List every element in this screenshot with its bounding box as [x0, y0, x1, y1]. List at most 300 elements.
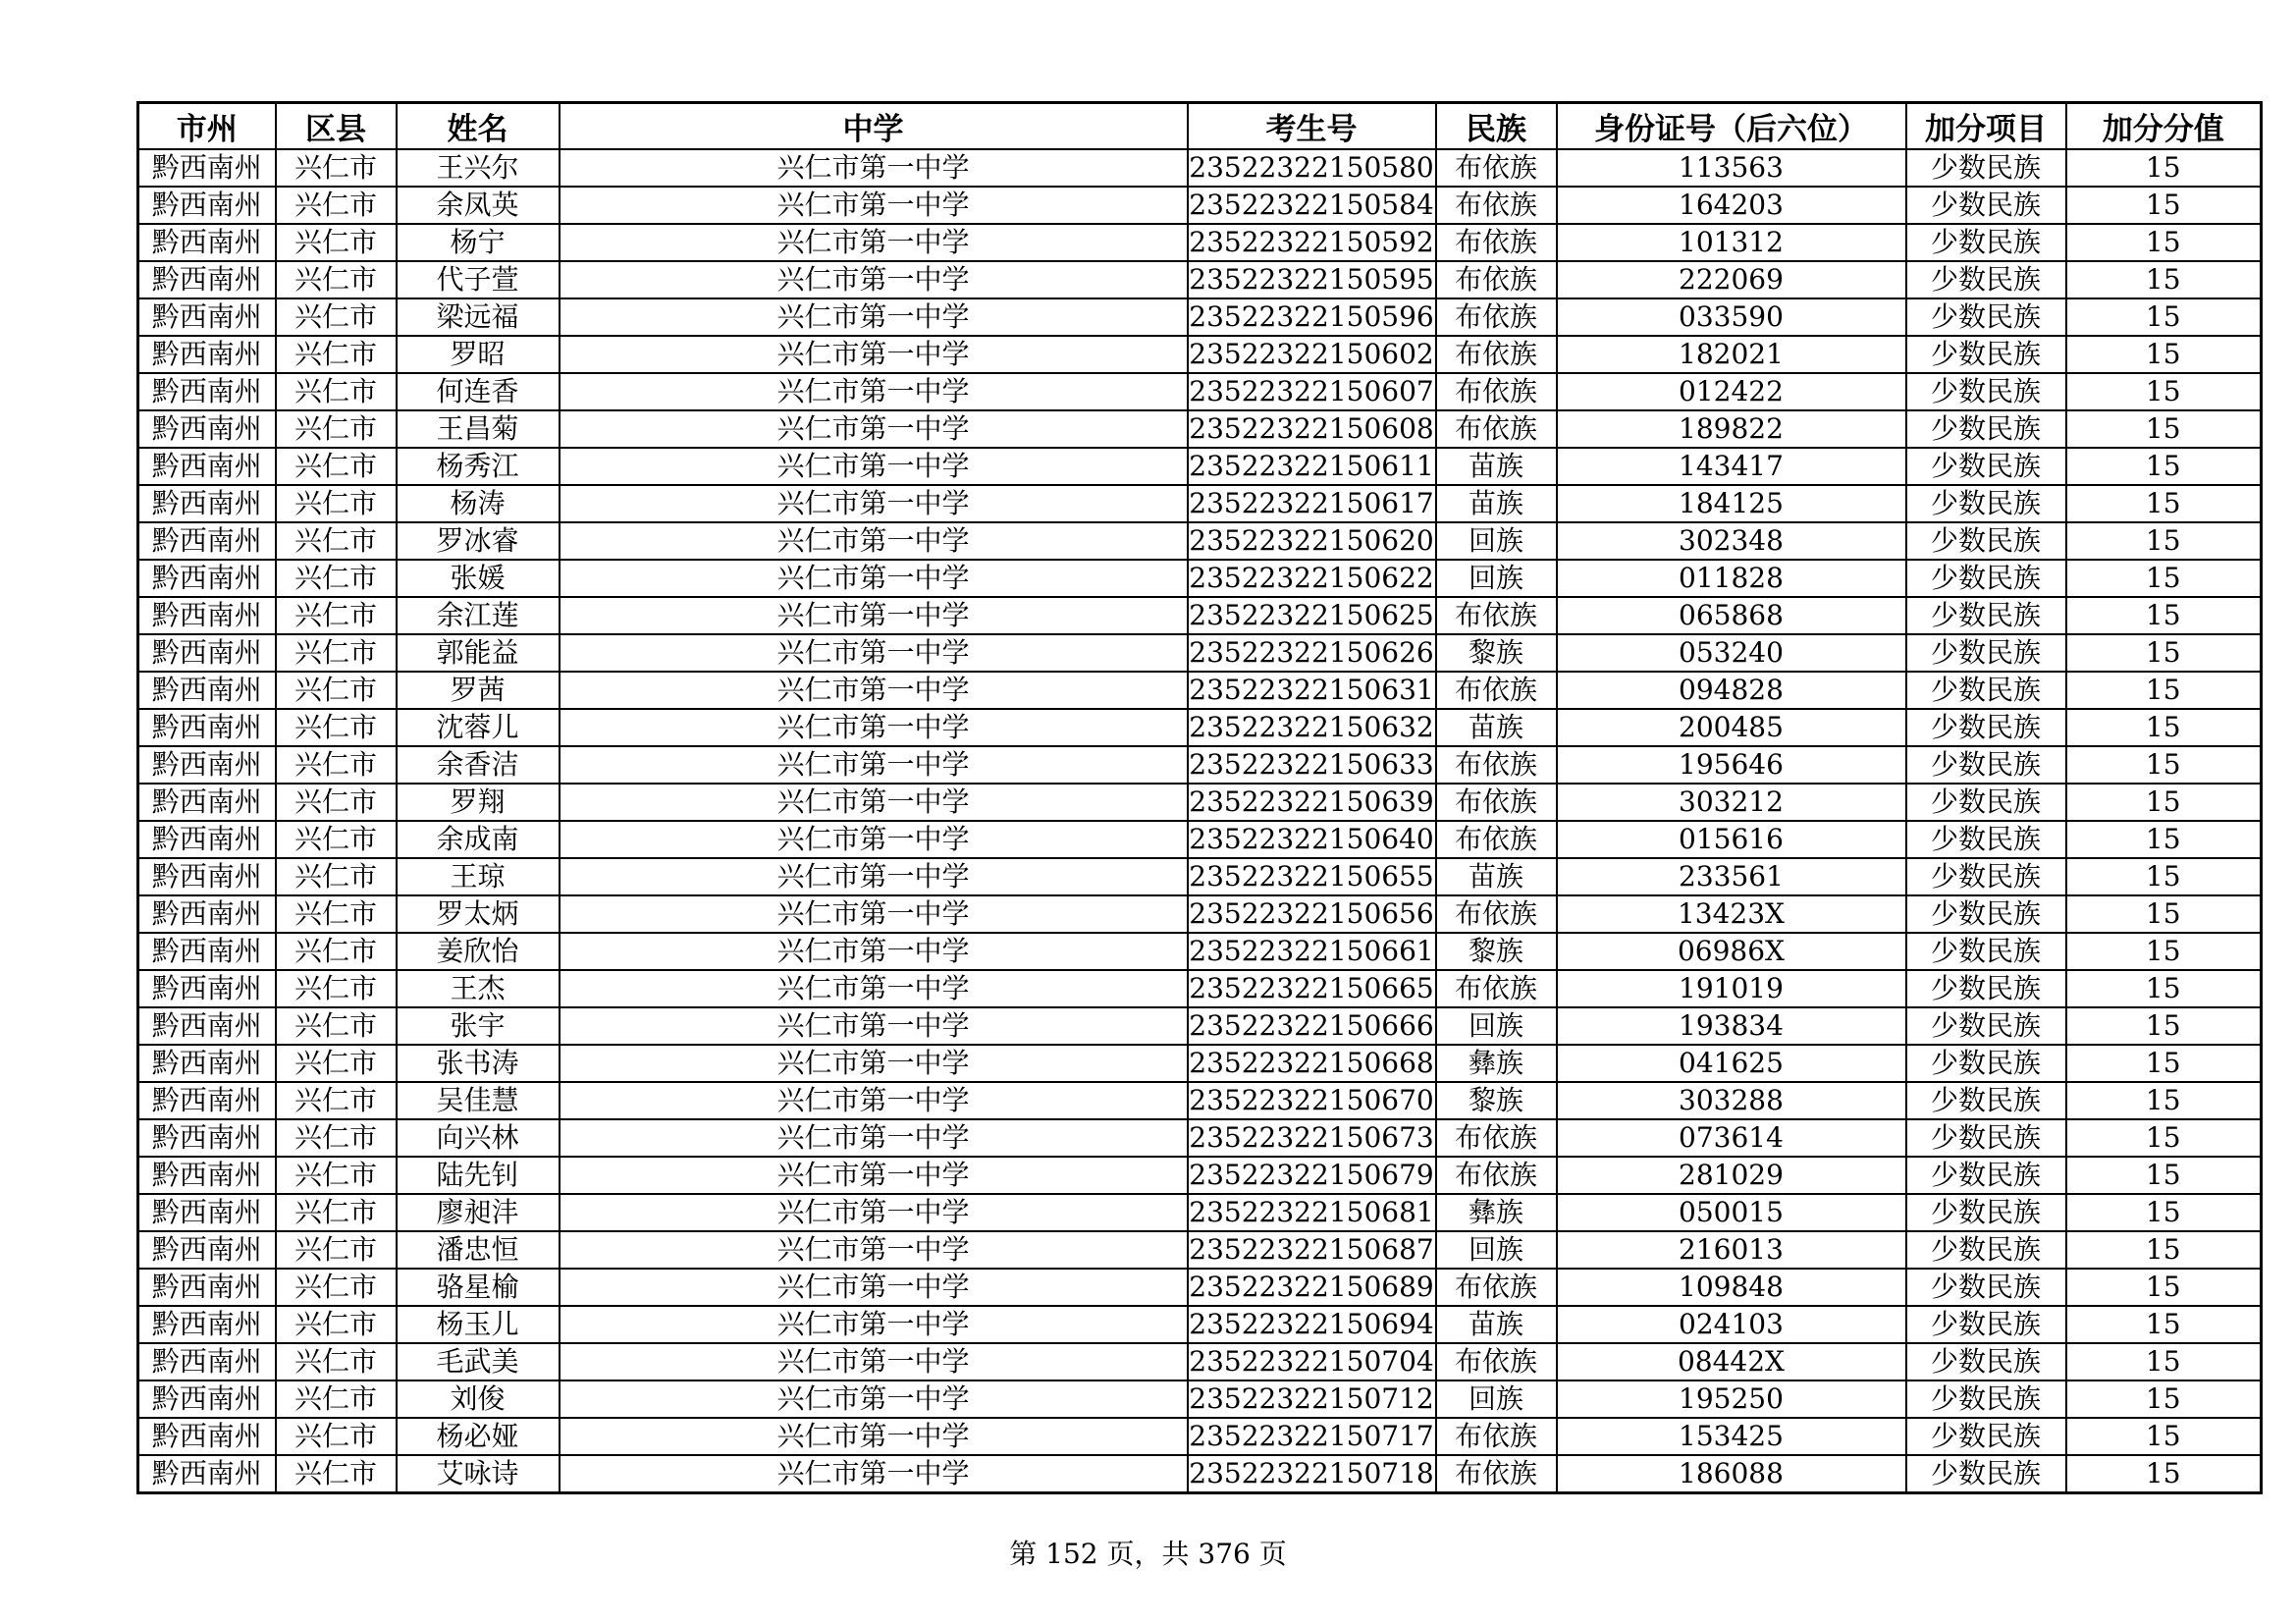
cell-county: 兴仁市 — [276, 821, 397, 858]
cell-bonus-value: 15 — [2066, 1418, 2262, 1455]
cell-county: 兴仁市 — [276, 261, 397, 298]
cell-ethnicity: 回族 — [1436, 1231, 1557, 1269]
cell-id-last-six: 13423X — [1557, 895, 1906, 933]
cell-bonus-item: 少数民族 — [1906, 597, 2066, 634]
table-row — [138, 1119, 2262, 1157]
cell-id-last-six: 195646 — [1557, 746, 1906, 784]
cell-bonus-value: 15 — [2066, 672, 2262, 709]
cell-exam-number: 23522322150673 — [1188, 1119, 1436, 1157]
cell-ethnicity: 布依族 — [1436, 298, 1557, 336]
table-row — [138, 1418, 2262, 1455]
cell-id-last-six: 303212 — [1557, 784, 1906, 821]
cell-school: 兴仁市第一中学 — [560, 1343, 1188, 1380]
cell-ethnicity: 苗族 — [1436, 858, 1557, 895]
cell-bonus-value: 15 — [2066, 1045, 2262, 1082]
cell-id-last-six: 302348 — [1557, 522, 1906, 560]
cell-city: 黔西南州 — [138, 1194, 276, 1231]
cell-name: 余成南 — [397, 821, 560, 858]
cell-ethnicity: 布依族 — [1436, 1119, 1557, 1157]
cell-bonus-item: 少数民族 — [1906, 1231, 2066, 1269]
cell-bonus-item: 少数民族 — [1906, 858, 2066, 895]
table-row — [138, 410, 2262, 448]
cell-exam-number: 23522322150625 — [1188, 597, 1436, 634]
header-bonus-value: 加分分值 — [2066, 103, 2262, 150]
cell-id-last-six: 191019 — [1557, 970, 1906, 1007]
table-row — [138, 1306, 2262, 1343]
cell-id-last-six: 012422 — [1557, 373, 1906, 410]
cell-id-last-six: 033590 — [1557, 298, 1906, 336]
cell-school: 兴仁市第一中学 — [560, 1119, 1188, 1157]
cell-name: 王琼 — [397, 858, 560, 895]
cell-bonus-value: 15 — [2066, 970, 2262, 1007]
cell-bonus-item: 少数民族 — [1906, 1119, 2066, 1157]
cell-ethnicity: 回族 — [1436, 1007, 1557, 1045]
cell-id-last-six: 164203 — [1557, 187, 1906, 224]
cell-bonus-value: 15 — [2066, 597, 2262, 634]
cell-city: 黔西南州 — [138, 1306, 276, 1343]
cell-bonus-value: 15 — [2066, 224, 2262, 261]
cell-county: 兴仁市 — [276, 485, 397, 522]
cell-county: 兴仁市 — [276, 634, 397, 672]
cell-ethnicity: 回族 — [1436, 1380, 1557, 1418]
cell-school: 兴仁市第一中学 — [560, 261, 1188, 298]
cell-exam-number: 23522322150622 — [1188, 560, 1436, 597]
cell-ethnicity: 布依族 — [1436, 821, 1557, 858]
cell-ethnicity: 彝族 — [1436, 1045, 1557, 1082]
table-row — [138, 224, 2262, 261]
table-row — [138, 336, 2262, 373]
cell-exam-number: 23522322150718 — [1188, 1455, 1436, 1493]
cell-school: 兴仁市第一中学 — [560, 1007, 1188, 1045]
cell-exam-number: 23522322150620 — [1188, 522, 1436, 560]
cell-city: 黔西南州 — [138, 672, 276, 709]
cell-city: 黔西南州 — [138, 1045, 276, 1082]
cell-exam-number: 23522322150681 — [1188, 1194, 1436, 1231]
cell-bonus-value: 15 — [2066, 1306, 2262, 1343]
cell-county: 兴仁市 — [276, 709, 397, 746]
cell-county: 兴仁市 — [276, 560, 397, 597]
cell-exam-number: 23522322150666 — [1188, 1007, 1436, 1045]
cell-bonus-value: 15 — [2066, 1157, 2262, 1194]
cell-school: 兴仁市第一中学 — [560, 522, 1188, 560]
cell-bonus-value: 15 — [2066, 784, 2262, 821]
cell-bonus-value: 15 — [2066, 1269, 2262, 1306]
table-row — [138, 1157, 2262, 1194]
cell-bonus-item: 少数民族 — [1906, 448, 2066, 485]
cell-school: 兴仁市第一中学 — [560, 1418, 1188, 1455]
cell-county: 兴仁市 — [276, 1380, 397, 1418]
cell-school: 兴仁市第一中学 — [560, 1194, 1188, 1231]
cell-exam-number: 23522322150687 — [1188, 1231, 1436, 1269]
cell-id-last-six: 094828 — [1557, 672, 1906, 709]
cell-city: 黔西南州 — [138, 149, 276, 187]
cell-bonus-item: 少数民族 — [1906, 522, 2066, 560]
cell-name: 杨涛 — [397, 485, 560, 522]
cell-ethnicity: 布依族 — [1436, 784, 1557, 821]
cell-city: 黔西南州 — [138, 1082, 276, 1119]
cell-county: 兴仁市 — [276, 970, 397, 1007]
cell-city: 黔西南州 — [138, 970, 276, 1007]
cell-city: 黔西南州 — [138, 1269, 276, 1306]
cell-school: 兴仁市第一中学 — [560, 1157, 1188, 1194]
cell-county: 兴仁市 — [276, 1455, 397, 1493]
cell-exam-number: 23522322150607 — [1188, 373, 1436, 410]
cell-exam-number: 23522322150592 — [1188, 224, 1436, 261]
table-row — [138, 858, 2262, 895]
cell-county: 兴仁市 — [276, 448, 397, 485]
cell-id-last-six: 015616 — [1557, 821, 1906, 858]
cell-bonus-value: 15 — [2066, 1231, 2262, 1269]
cell-school: 兴仁市第一中学 — [560, 746, 1188, 784]
cell-ethnicity: 布依族 — [1436, 1455, 1557, 1493]
cell-city: 黔西南州 — [138, 821, 276, 858]
cell-ethnicity: 黎族 — [1436, 933, 1557, 970]
cell-bonus-item: 少数民族 — [1906, 672, 2066, 709]
cell-city: 黔西南州 — [138, 224, 276, 261]
cell-bonus-item: 少数民族 — [1906, 560, 2066, 597]
cell-school: 兴仁市第一中学 — [560, 187, 1188, 224]
cell-bonus-value: 15 — [2066, 410, 2262, 448]
cell-id-last-six: 065868 — [1557, 597, 1906, 634]
cell-county: 兴仁市 — [276, 1157, 397, 1194]
cell-city: 黔西南州 — [138, 895, 276, 933]
cell-bonus-value: 15 — [2066, 485, 2262, 522]
cell-county: 兴仁市 — [276, 746, 397, 784]
cell-bonus-item: 少数民族 — [1906, 1045, 2066, 1082]
cell-school: 兴仁市第一中学 — [560, 895, 1188, 933]
cell-name: 杨必娅 — [397, 1418, 560, 1455]
cell-school: 兴仁市第一中学 — [560, 1380, 1188, 1418]
cell-city: 黔西南州 — [138, 634, 276, 672]
table-row — [138, 933, 2262, 970]
cell-exam-number: 23522322150596 — [1188, 298, 1436, 336]
cell-ethnicity: 苗族 — [1436, 448, 1557, 485]
table-row — [138, 1231, 2262, 1269]
cell-bonus-item: 少数民族 — [1906, 1157, 2066, 1194]
cell-school: 兴仁市第一中学 — [560, 597, 1188, 634]
cell-ethnicity: 布依族 — [1436, 261, 1557, 298]
cell-exam-number: 23522322150580 — [1188, 149, 1436, 187]
cell-exam-number: 23522322150655 — [1188, 858, 1436, 895]
cell-bonus-value: 15 — [2066, 149, 2262, 187]
header-ethnicity: 民族 — [1436, 103, 1557, 150]
table-row — [138, 1007, 2262, 1045]
cell-bonus-item: 少数民族 — [1906, 373, 2066, 410]
cell-city: 黔西南州 — [138, 784, 276, 821]
cell-name: 刘俊 — [397, 1380, 560, 1418]
cell-name: 沈蓉儿 — [397, 709, 560, 746]
cell-name: 杨宁 — [397, 224, 560, 261]
cell-name: 张媛 — [397, 560, 560, 597]
cell-bonus-value: 15 — [2066, 187, 2262, 224]
table-row — [138, 1194, 2262, 1231]
cell-exam-number: 23522322150640 — [1188, 821, 1436, 858]
cell-id-last-six: 216013 — [1557, 1231, 1906, 1269]
cell-school: 兴仁市第一中学 — [560, 970, 1188, 1007]
cell-name: 陆先钊 — [397, 1157, 560, 1194]
cell-ethnicity: 布依族 — [1436, 1418, 1557, 1455]
cell-city: 黔西南州 — [138, 1418, 276, 1455]
cell-county: 兴仁市 — [276, 410, 397, 448]
cell-exam-number: 23522322150704 — [1188, 1343, 1436, 1380]
header-city: 市州 — [138, 103, 276, 150]
cell-bonus-value: 15 — [2066, 709, 2262, 746]
cell-id-last-six: 222069 — [1557, 261, 1906, 298]
cell-county: 兴仁市 — [276, 522, 397, 560]
cell-id-last-six: 303288 — [1557, 1082, 1906, 1119]
cell-id-last-six: 200485 — [1557, 709, 1906, 746]
cell-bonus-item: 少数民族 — [1906, 970, 2066, 1007]
cell-ethnicity: 布依族 — [1436, 1269, 1557, 1306]
cell-id-last-six: 113563 — [1557, 149, 1906, 187]
cell-id-last-six: 233561 — [1557, 858, 1906, 895]
cell-name: 杨秀江 — [397, 448, 560, 485]
cell-name: 罗冰睿 — [397, 522, 560, 560]
table-row — [138, 1082, 2262, 1119]
cell-id-last-six: 182021 — [1557, 336, 1906, 373]
cell-school: 兴仁市第一中学 — [560, 1269, 1188, 1306]
cell-name: 廖昶沣 — [397, 1194, 560, 1231]
cell-id-last-six: 281029 — [1557, 1157, 1906, 1194]
cell-name: 罗翔 — [397, 784, 560, 821]
cell-exam-number: 23522322150633 — [1188, 746, 1436, 784]
cell-bonus-value: 15 — [2066, 821, 2262, 858]
cell-bonus-value: 15 — [2066, 261, 2262, 298]
cell-county: 兴仁市 — [276, 336, 397, 373]
cell-id-last-six: 193834 — [1557, 1007, 1906, 1045]
cell-bonus-value: 15 — [2066, 858, 2262, 895]
cell-school: 兴仁市第一中学 — [560, 1082, 1188, 1119]
cell-bonus-item: 少数民族 — [1906, 1343, 2066, 1380]
table-row — [138, 298, 2262, 336]
cell-exam-number: 23522322150626 — [1188, 634, 1436, 672]
cell-bonus-item: 少数民族 — [1906, 895, 2066, 933]
cell-ethnicity: 布依族 — [1436, 224, 1557, 261]
cell-ethnicity: 布依族 — [1436, 895, 1557, 933]
cell-city: 黔西南州 — [138, 1119, 276, 1157]
cell-exam-number: 23522322150689 — [1188, 1269, 1436, 1306]
cell-county: 兴仁市 — [276, 1418, 397, 1455]
table-row — [138, 597, 2262, 634]
cell-county: 兴仁市 — [276, 597, 397, 634]
cell-school: 兴仁市第一中学 — [560, 933, 1188, 970]
header-bonus-item: 加分项目 — [1906, 103, 2066, 150]
cell-bonus-value: 15 — [2066, 522, 2262, 560]
cell-exam-number: 23522322150679 — [1188, 1157, 1436, 1194]
cell-county: 兴仁市 — [276, 298, 397, 336]
cell-school: 兴仁市第一中学 — [560, 672, 1188, 709]
cell-city: 黔西南州 — [138, 448, 276, 485]
cell-id-last-six: 024103 — [1557, 1306, 1906, 1343]
cell-bonus-item: 少数民族 — [1906, 187, 2066, 224]
cell-name: 罗茜 — [397, 672, 560, 709]
cell-ethnicity: 布依族 — [1436, 149, 1557, 187]
cell-name: 王昌菊 — [397, 410, 560, 448]
cell-name: 张宇 — [397, 1007, 560, 1045]
cell-name: 何连香 — [397, 373, 560, 410]
cell-id-last-six: 053240 — [1557, 634, 1906, 672]
cell-bonus-value: 15 — [2066, 1194, 2262, 1231]
cell-id-last-six: 073614 — [1557, 1119, 1906, 1157]
cell-id-last-six: 143417 — [1557, 448, 1906, 485]
cell-bonus-item: 少数民族 — [1906, 746, 2066, 784]
cell-name: 余凤英 — [397, 187, 560, 224]
cell-ethnicity: 布依族 — [1436, 410, 1557, 448]
cell-bonus-value: 15 — [2066, 336, 2262, 373]
cell-name: 王兴尔 — [397, 149, 560, 187]
cell-school: 兴仁市第一中学 — [560, 560, 1188, 597]
cell-ethnicity: 布依族 — [1436, 336, 1557, 373]
cell-exam-number: 23522322150694 — [1188, 1306, 1436, 1343]
cell-county: 兴仁市 — [276, 1007, 397, 1045]
table-row — [138, 709, 2262, 746]
cell-school: 兴仁市第一中学 — [560, 1045, 1188, 1082]
cell-ethnicity: 苗族 — [1436, 709, 1557, 746]
cell-bonus-item: 少数民族 — [1906, 1269, 2066, 1306]
cell-name: 罗太炳 — [397, 895, 560, 933]
cell-city: 黔西南州 — [138, 373, 276, 410]
cell-bonus-item: 少数民族 — [1906, 784, 2066, 821]
cell-bonus-item: 少数民族 — [1906, 485, 2066, 522]
table-row — [138, 1269, 2262, 1306]
cell-county: 兴仁市 — [276, 187, 397, 224]
table-row — [138, 746, 2262, 784]
cell-bonus-item: 少数民族 — [1906, 1418, 2066, 1455]
cell-county: 兴仁市 — [276, 1269, 397, 1306]
cell-school: 兴仁市第一中学 — [560, 224, 1188, 261]
table-row — [138, 560, 2262, 597]
table-row — [138, 187, 2262, 224]
cell-ethnicity: 黎族 — [1436, 1082, 1557, 1119]
cell-bonus-item: 少数民族 — [1906, 336, 2066, 373]
cell-id-last-six: 06986X — [1557, 933, 1906, 970]
cell-city: 黔西南州 — [138, 560, 276, 597]
cell-city: 黔西南州 — [138, 1007, 276, 1045]
cell-exam-number: 23522322150602 — [1188, 336, 1436, 373]
cell-exam-number: 23522322150595 — [1188, 261, 1436, 298]
cell-city: 黔西南州 — [138, 410, 276, 448]
table-row — [138, 1343, 2262, 1380]
cell-bonus-item: 少数民族 — [1906, 1455, 2066, 1493]
table-row — [138, 672, 2262, 709]
table-row — [138, 522, 2262, 560]
cell-name: 郭能益 — [397, 634, 560, 672]
cell-city: 黔西南州 — [138, 1231, 276, 1269]
cell-city: 黔西南州 — [138, 597, 276, 634]
cell-county: 兴仁市 — [276, 672, 397, 709]
cell-ethnicity: 布依族 — [1436, 970, 1557, 1007]
header-id-last-six: 身份证号（后六位） — [1557, 103, 1906, 150]
cell-bonus-item: 少数民族 — [1906, 634, 2066, 672]
cell-school: 兴仁市第一中学 — [560, 448, 1188, 485]
cell-city: 黔西南州 — [138, 485, 276, 522]
cell-name: 毛武美 — [397, 1343, 560, 1380]
cell-exam-number: 23522322150631 — [1188, 672, 1436, 709]
cell-city: 黔西南州 — [138, 1343, 276, 1380]
cell-name: 潘忠恒 — [397, 1231, 560, 1269]
cell-name: 罗昭 — [397, 336, 560, 373]
cell-name: 王杰 — [397, 970, 560, 1007]
cell-school: 兴仁市第一中学 — [560, 821, 1188, 858]
cell-school: 兴仁市第一中学 — [560, 373, 1188, 410]
cell-name: 向兴林 — [397, 1119, 560, 1157]
page-number: 第 152 页，共 376 页 — [1009, 1538, 1287, 1570]
cell-id-last-six: 011828 — [1557, 560, 1906, 597]
cell-city: 黔西南州 — [138, 858, 276, 895]
cell-bonus-value: 15 — [2066, 895, 2262, 933]
cell-bonus-item: 少数民族 — [1906, 410, 2066, 448]
cell-bonus-value: 15 — [2066, 373, 2262, 410]
cell-school: 兴仁市第一中学 — [560, 784, 1188, 821]
cell-name: 梁远福 — [397, 298, 560, 336]
cell-ethnicity: 苗族 — [1436, 1306, 1557, 1343]
cell-city: 黔西南州 — [138, 298, 276, 336]
cell-bonus-value: 15 — [2066, 933, 2262, 970]
cell-school: 兴仁市第一中学 — [560, 1231, 1188, 1269]
cell-name: 骆星榆 — [397, 1269, 560, 1306]
cell-county: 兴仁市 — [276, 933, 397, 970]
cell-bonus-item: 少数民族 — [1906, 1082, 2066, 1119]
cell-id-last-six: 050015 — [1557, 1194, 1906, 1231]
cell-id-last-six: 041625 — [1557, 1045, 1906, 1082]
cell-school: 兴仁市第一中学 — [560, 1306, 1188, 1343]
table-row — [138, 261, 2262, 298]
cell-bonus-value: 15 — [2066, 634, 2262, 672]
cell-name: 代子萱 — [397, 261, 560, 298]
cell-county: 兴仁市 — [276, 149, 397, 187]
cell-id-last-six: 101312 — [1557, 224, 1906, 261]
cell-bonus-value: 15 — [2066, 560, 2262, 597]
cell-city: 黔西南州 — [138, 336, 276, 373]
cell-school: 兴仁市第一中学 — [560, 298, 1188, 336]
cell-county: 兴仁市 — [276, 784, 397, 821]
cell-county: 兴仁市 — [276, 1306, 397, 1343]
header-school: 中学 — [560, 103, 1188, 150]
student-bonus-table — [136, 101, 2263, 1494]
cell-ethnicity: 布依族 — [1436, 1343, 1557, 1380]
cell-county: 兴仁市 — [276, 373, 397, 410]
table-row — [138, 1455, 2262, 1493]
cell-id-last-six: 195250 — [1557, 1380, 1906, 1418]
cell-ethnicity: 布依族 — [1436, 672, 1557, 709]
cell-school: 兴仁市第一中学 — [560, 634, 1188, 672]
table-row — [138, 485, 2262, 522]
cell-ethnicity: 布依族 — [1436, 597, 1557, 634]
cell-ethnicity: 黎族 — [1436, 634, 1557, 672]
cell-bonus-item: 少数民族 — [1906, 224, 2066, 261]
cell-county: 兴仁市 — [276, 224, 397, 261]
cell-id-last-six: 189822 — [1557, 410, 1906, 448]
cell-county: 兴仁市 — [276, 1119, 397, 1157]
cell-bonus-item: 少数民族 — [1906, 933, 2066, 970]
cell-id-last-six: 109848 — [1557, 1269, 1906, 1306]
cell-school: 兴仁市第一中学 — [560, 336, 1188, 373]
cell-school: 兴仁市第一中学 — [560, 485, 1188, 522]
cell-city: 黔西南州 — [138, 1380, 276, 1418]
table-body — [138, 149, 2262, 1493]
table-row — [138, 1380, 2262, 1418]
cell-bonus-value: 15 — [2066, 1343, 2262, 1380]
cell-bonus-value: 15 — [2066, 1380, 2262, 1418]
cell-school: 兴仁市第一中学 — [560, 709, 1188, 746]
cell-bonus-value: 15 — [2066, 1455, 2262, 1493]
cell-bonus-value: 15 — [2066, 298, 2262, 336]
cell-city: 黔西南州 — [138, 187, 276, 224]
table-row — [138, 149, 2262, 187]
cell-name: 张书涛 — [397, 1045, 560, 1082]
cell-ethnicity: 布依族 — [1436, 746, 1557, 784]
cell-school: 兴仁市第一中学 — [560, 1455, 1188, 1493]
